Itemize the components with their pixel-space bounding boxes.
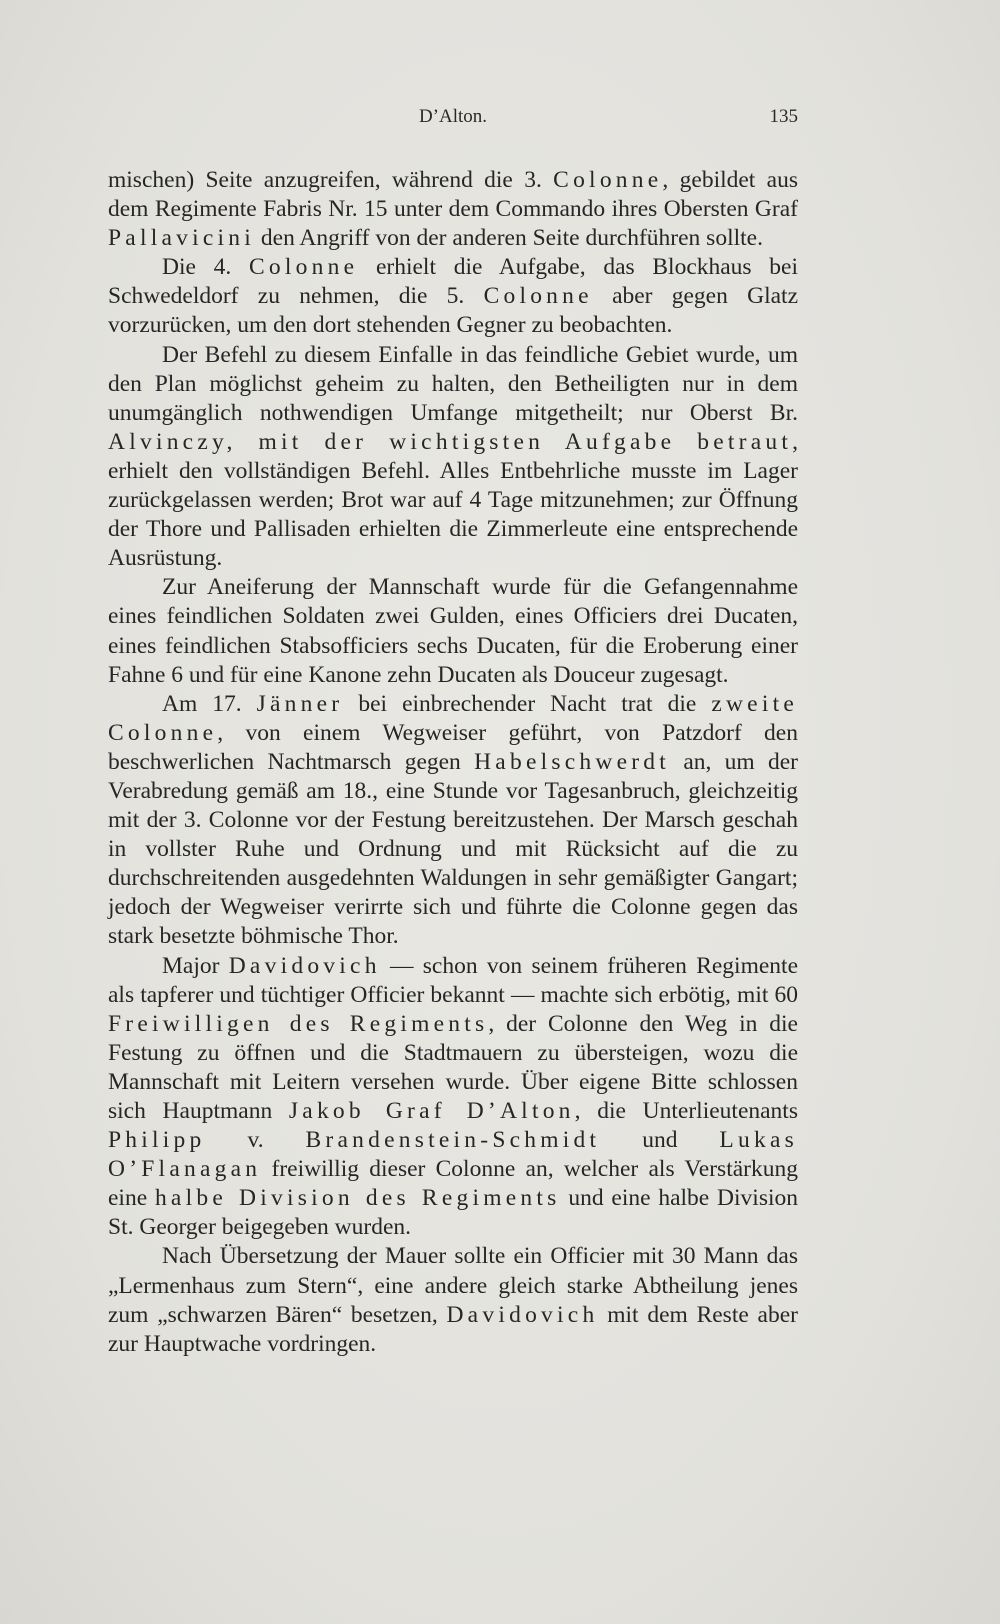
text-run: Die 4. <box>162 254 249 281</box>
text-run: freiwillig dieser Colonne an, welcher als Verstärkung eine <box>108 1156 798 1212</box>
text-run: aber gegen Glatz vorzurücken, um den dort stehenden Gegner zu beobachten. <box>108 283 799 339</box>
text-run: und <box>600 1127 720 1154</box>
text-run: erhielt die Aufgabe, das Blockhaus bei Schwedeldorf zu nehmen, die 5. <box>108 254 799 310</box>
body-text <box>108 166 798 1359</box>
text-run: v. <box>205 1127 306 1154</box>
text-run: , die Unterlieutenants <box>574 1098 798 1124</box>
text-run: — schon von seinem früheren Regimente als tapferer und tüchtiger Officier bekannt — machte sich erbötig, mit 60 <box>108 952 798 1008</box>
paragraph <box>108 690 798 952</box>
spaced-emphasis: Colonne <box>483 283 593 310</box>
spaced-emphasis: Davidovich <box>228 952 381 979</box>
spaced-emphasis: Jänner <box>256 690 344 717</box>
spaced-emphasis: Colonne <box>249 254 359 281</box>
text-run: , erhielt den vollständigen Befehl. Alles Entbehrliche musste im Lager zurückgelassen werden; Brot war auf 4 Tage mitzunehmen; zur Öffnung der Thore und Pallisaden erhielten die Zimmerleute eine entsprechende Ausrüstung. <box>108 428 798 572</box>
paragraph <box>108 952 798 1243</box>
spaced-emphasis: Lukas O’Flanagan <box>108 1127 798 1183</box>
text-run: Nach Übersetzung der Mauer sollte ein Officier mit 30 Mann das „Lermenhaus zum Stern“, eine andere gleich starke Abtheilung jenes zum „schwarzen Bären“ besetzen, <box>108 1243 798 1328</box>
text-run: an, um der Verabredung gemäß am 18., eine Stunde vor Tagesanbruch, gleichzeitig mit der 3. Colonne vor der Festung bereitzustehen. Der Marsch geschah in vollster Ruhe und Ordnung und mit Rücksicht auf die zu durchschreitenden ausgedehnten Waldungen in sehr gemäßigter Gangart; jedoch der Wegweiser verirrte sich und führte die Colonne gegen das stark besetzte böhmische Thor. <box>108 748 798 950</box>
page-number: 135 <box>769 106 798 127</box>
spaced-emphasis: Jakob Graf D’Alton <box>288 1098 575 1124</box>
text-run: mischen) Seite anzugreifen, während die 3. <box>108 167 554 193</box>
text-run: Major <box>162 952 229 979</box>
text-run: , der Colonne den Weg in die Festung zu öffnen und die Stadtmauern zu übersteigen, wozu die Mannschaft mit Leitern versehen wurde. Über eigene Bitte schlossen sich Hauptmann <box>108 1010 798 1124</box>
spaced-emphasis: halbe Division des Regiments <box>154 1185 561 1212</box>
spaced-emphasis: Colonne <box>553 167 663 193</box>
paragraph <box>108 253 798 340</box>
paragraph <box>108 1242 798 1358</box>
page-header <box>108 106 798 136</box>
text-run: , gebildet aus dem Regimente Fabris Nr. 15 unter dem Commando ihres Obersten Graf <box>108 167 798 223</box>
spaced-emphasis: zweite Colonne <box>108 690 799 746</box>
text-run: , von einem Wegweiser geführt, von Patzdorf den beschwerlichen Nachtmarsch gegen <box>108 719 798 775</box>
spaced-emphasis: Philipp <box>108 1127 206 1154</box>
paragraph <box>108 166 798 253</box>
spaced-emphasis: Freiwilligen des Regiments <box>108 1010 489 1037</box>
paragraph <box>108 573 798 689</box>
running-head: D’Alton. <box>418 106 488 127</box>
text-run: bei einbrechender Nacht trat die <box>343 690 712 717</box>
text-run: Der Befehl zu diesem Einfalle in das feindliche Gebiet wurde, um den Plan möglichst geheim zu halten, den Betheiligten nur in dem unumgänglich nothwendigen Umfange mitgetheilt; nur Oberst Br. <box>108 341 798 426</box>
spaced-emphasis: Habelschwerdt <box>474 748 671 775</box>
text-run: Zur Aneiferung der Mannschaft wurde für die Gefangennahme eines feindlichen Soldaten zwei Gulden, eines Officiers drei Ducaten, eines feindlichen Stabsofficiers sechs Ducaten, für die Eroberung einer Fahne 6 und für eine Kanone zehn Ducaten als Douceur zugesagt. <box>108 574 798 688</box>
spaced-emphasis: Pallavicini <box>108 225 256 252</box>
text-run: Am 17. <box>162 690 257 717</box>
text-run: mit dem Reste aber zur Hauptwache vordringen. <box>108 1301 798 1357</box>
spaced-emphasis: Alvinczy, mit der wichtigsten Aufgabe betraut <box>108 428 793 455</box>
text-run: den Angriff von der anderen Seite durchführen sollte. <box>255 225 763 252</box>
spaced-emphasis: Davidovich <box>446 1301 599 1328</box>
paragraph <box>108 341 798 574</box>
text-run: und eine halbe Division St. Georger beigegeben wurden. <box>108 1185 798 1241</box>
spaced-emphasis: Brandenstein-Schmidt <box>305 1127 601 1154</box>
